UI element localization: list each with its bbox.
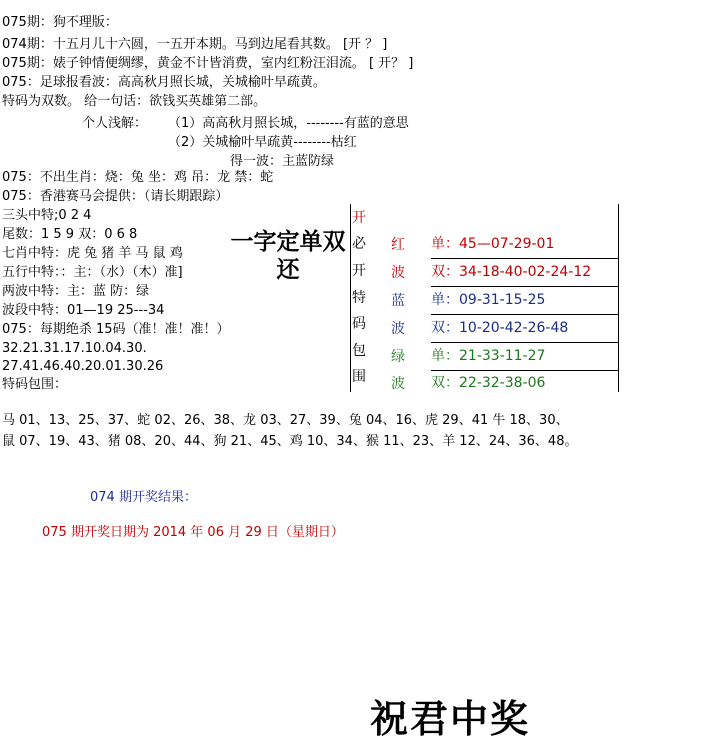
vertical-char-6: 围: [352, 369, 366, 385]
vertical-char-red: 开: [352, 210, 366, 226]
divider-right: [618, 204, 619, 392]
header-line-2: 074期：十五月儿十六圆，一五开本期。马到边尾看其数。 [开 ？ ]: [2, 37, 388, 52]
wave-label-blue-1: 蓝: [391, 293, 405, 309]
zodiac-line: 075：不出生肖：烧：兔 坐：鸡 吊：龙 禁：蛇: [2, 170, 274, 185]
header-line-1: 075期：狗不理版：: [2, 15, 118, 30]
wave-label-green-1: 绿: [391, 349, 405, 365]
green-even-row: 双：22-32-38-06: [431, 375, 546, 391]
stat-line-9: 27.41.46.40.20.01.30.26: [2, 359, 164, 374]
analysis-item-1: （1）高高秋月照长城，--------有蓝的意思: [168, 116, 409, 131]
stat-line-1: 三头中特;0 2 4: [2, 208, 92, 223]
stat-line-6: 波段中特：01—19 25---34: [2, 303, 165, 318]
blue-even-row: 双：10-20-42-26-48: [431, 315, 618, 343]
wave-label-blue-2: 波: [391, 321, 405, 337]
draw-date: 075 期开奖日期为 2014 年 06 月 29 日（星期日）: [42, 525, 344, 540]
header-line-4: 075：足球报看波：高高秋月照长城，关城榆叶早疏黄。: [2, 75, 326, 90]
analysis-title: 个人浅解：: [82, 116, 148, 131]
result-title: 074 期开奖结果：: [90, 490, 197, 505]
red-even-row: 双：34-18-40-02-24-12: [431, 259, 618, 287]
vertical-char-5: 包: [352, 343, 366, 359]
stat-line-5: 两波中特：主：蓝 防：绿: [2, 284, 150, 299]
stat-line-8: 32.21.31.17.10.04.30.: [2, 341, 147, 356]
number-line-2: 鼠 07、19、43、猪 08、20、44、狗 21、45、鸡 10、34、猴 11、23、羊 12、24、36、48。: [2, 434, 578, 449]
header-line-5: 特码为双数。 给一句话：欲钱买英雄第二部。: [2, 94, 267, 109]
vertical-char-1: 必: [352, 236, 366, 252]
green-odd-row: 单：21-33-11-27: [431, 343, 618, 371]
slogan-line-1: 一字定单双: [230, 229, 346, 255]
slogan-line-2: 还: [276, 257, 300, 283]
number-line-1: 马 01、13、25、37、蛇 02、26、38、龙 03、27、39、兔 04、16、虎 29、41 牛 18、30、: [2, 413, 569, 428]
stat-line-2: 尾数：1 5 9 双：0 6 8: [2, 227, 138, 242]
vertical-char-4: 码: [352, 316, 366, 332]
red-odd-row: 单：45—07-29-01: [431, 231, 618, 259]
vertical-char-2: 开: [352, 263, 366, 279]
stat-line-4: 五行中特：：主：（水）（木）准]: [2, 265, 183, 280]
stat-line-7: 075：每期绝杀 15码（准！准！准！）: [2, 322, 230, 337]
wave-label-red-1: 红: [391, 237, 405, 253]
provider-line: 075：香港赛马会提供：（请长期跟踪）: [2, 189, 229, 204]
slogan: [228, 228, 348, 284]
wave-label-green-2: 波: [391, 376, 405, 392]
stat-line-10: 特码包围：: [2, 377, 68, 392]
vertical-char-3: 特: [352, 290, 366, 306]
stat-line-3: 七肖中特：虎 兔 猪 羊 马 鼠 鸡: [2, 246, 183, 261]
header-line-3: 075期：婊子钟情便绸缪，黄金不计皆消费，室内红粉汪泪流。 [ 开？ ]: [2, 56, 414, 71]
blue-odd-row: 单：09-31-15-25: [431, 287, 618, 315]
footer-blessing: 祝君中奖: [370, 696, 531, 741]
analysis-item-2: （2）关城榆叶早疏黄--------枯红: [168, 135, 357, 150]
wave-label-red-2: 波: [391, 265, 405, 281]
analysis-result: 得一波：主蓝防绿: [230, 154, 335, 169]
